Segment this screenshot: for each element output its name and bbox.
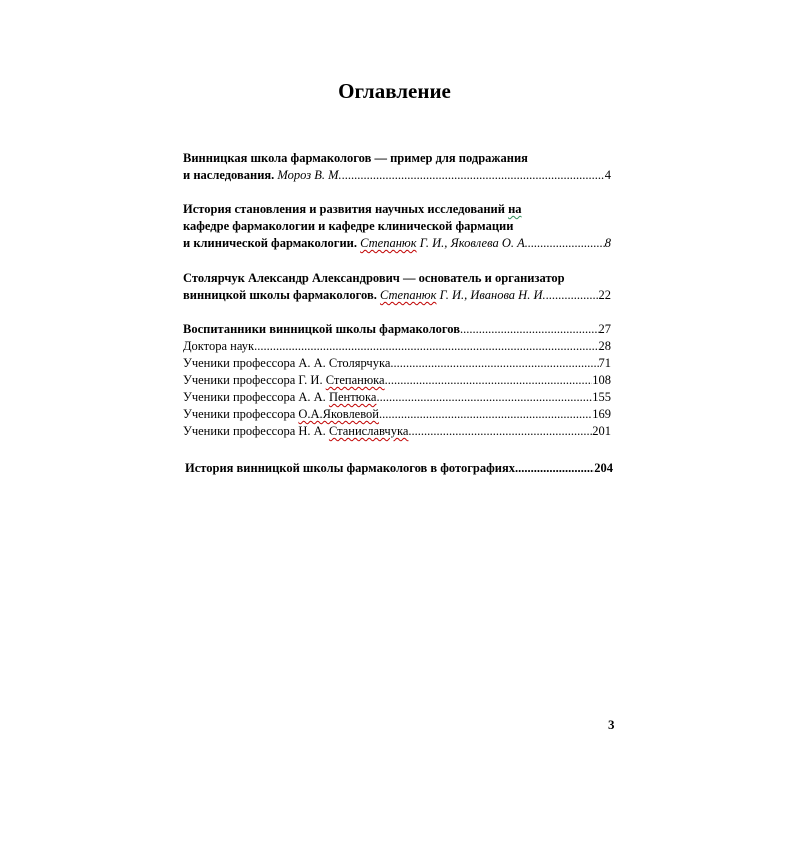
dot-leader [515, 460, 594, 477]
list-item: Ученики профессора Н. А. Станиславчука ..... 201 [183, 423, 611, 440]
dot-leader [525, 235, 605, 252]
entry-title-line: винницкой школы фармакологов. [183, 288, 377, 302]
dot-leader [408, 423, 592, 440]
entry-title-line: Столярчук Александр Александрович — основатель и организатор [183, 271, 565, 285]
entry-authors: Степанюк Г. И., Иванова Н. И. [379, 288, 546, 302]
page-ref: 169 [592, 407, 611, 421]
page-ref: 201 [592, 424, 611, 438]
page-ref: 22 [598, 288, 611, 302]
dot-leader [342, 167, 605, 184]
dot-leader [376, 389, 592, 406]
entry-title-line: История становления и развития научных исследований на [183, 202, 522, 216]
list-item: Доктора наук ..... 28 [183, 338, 611, 355]
dot-leader [460, 321, 599, 338]
page-ref: 27 [598, 322, 611, 336]
page-ref: 28 [598, 339, 611, 353]
entry-authors: Мороз В. М. [277, 168, 342, 182]
page-ref: 204 [594, 461, 613, 475]
toc-line [183, 287, 611, 304]
entry-title-line: и клинической фармакологии. [183, 236, 357, 250]
dot-leader [546, 287, 599, 304]
toc-entry [185, 460, 613, 477]
toc-line [183, 235, 611, 252]
dot-leader [254, 338, 598, 355]
toc-line [183, 167, 611, 184]
list-item: Ученики профессора Г. И. Степанюка ..... 108 [183, 372, 611, 389]
page-title: Оглавление [338, 79, 451, 103]
section-heading: История винницкой школы фармакологов в фотографиях [185, 461, 515, 475]
page-ref: 71 [598, 356, 611, 370]
page-ref: 8 [604, 236, 611, 250]
toc-entry [183, 321, 611, 440]
list-item: Ученики профессора О.А.Яковлевой ..... 169 [183, 406, 611, 423]
toc-entry [183, 150, 611, 184]
toc-line [183, 321, 611, 338]
entry-title-line: Винницкая школа фармакологов — пример для подражания [183, 151, 528, 165]
toc-entry [183, 270, 611, 304]
page-ref: 155 [592, 390, 611, 404]
section-heading: Воспитанники винницкой школы фармакологов [183, 322, 460, 336]
dot-leader [390, 355, 598, 372]
page-number: 3 [608, 717, 615, 732]
entry-authors: Степанюк Г. И., Яковлева О. А [360, 236, 525, 250]
dot-leader [379, 406, 592, 423]
entry-title-line: и наследования. [183, 168, 275, 182]
toc-entry [183, 201, 611, 252]
list-item: Ученики профессора А. А. Пентюка ..... 155 [183, 389, 611, 406]
list-item: Ученики профессора А. А. Столярчука ..... 71 [183, 355, 611, 372]
entry-title-line: кафедре фармакологии и кафедре клинической фармации [183, 219, 514, 233]
toc-line [185, 460, 613, 477]
page-ref: 4 [604, 168, 611, 182]
dot-leader [385, 372, 593, 389]
page-ref: 108 [592, 373, 611, 387]
